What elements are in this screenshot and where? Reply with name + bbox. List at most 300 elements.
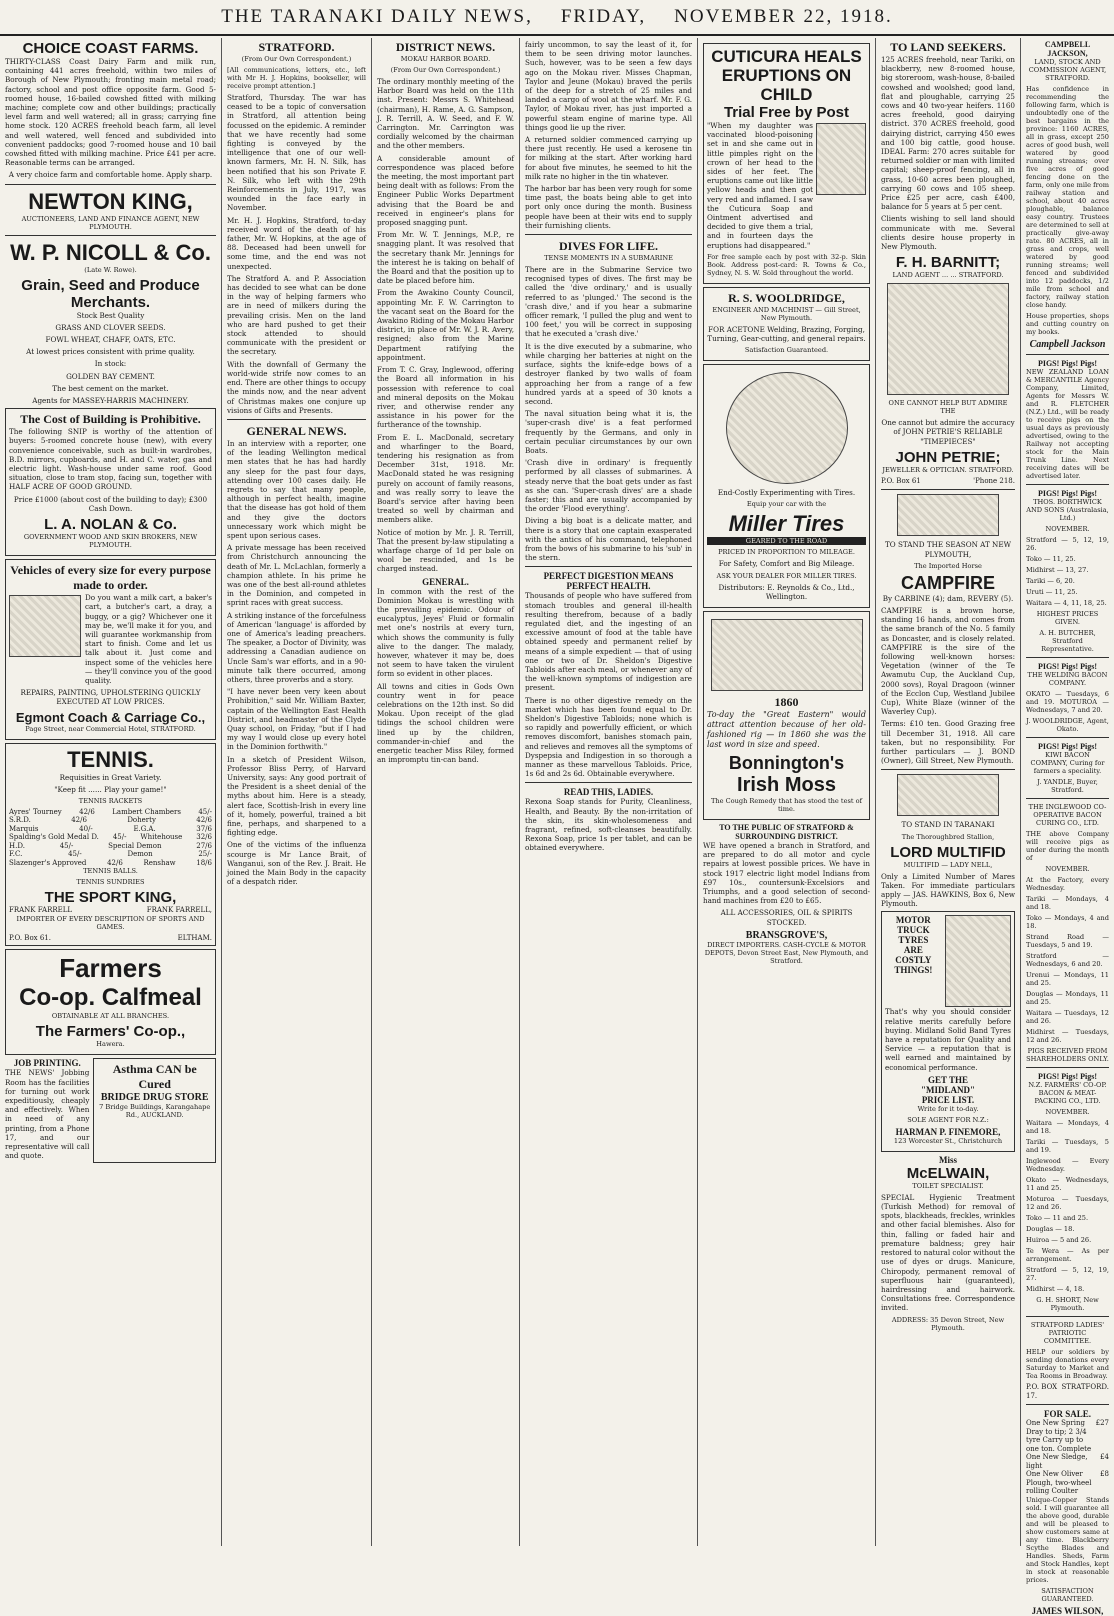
district-para: From Mr. W. T. Jennings, M.P., re snagging plant. It was resolved that the secretary thank Mr. Jennings for the interest he is taking on behalf of the Board and that the position up to date be placed before him. bbox=[377, 230, 514, 286]
dives-para: There are in the Submarine Service two recognised types of dives. The first may be called the 'dive ordinary,' and is usually referred to as 'plunged.' The second is the 'crash dive,' and if you hear a submarine officer remark, 'I pulled the plug and went to 100 feet,' you will be correct in supposing that he executed a 'crash dive.' bbox=[525, 265, 692, 339]
newton-king-sub: AUCTIONEERS, LAND AND FINANCE AGENT, NEW PLYMOUTH. bbox=[21, 214, 200, 231]
child-illustration bbox=[816, 123, 866, 195]
sport-box: P.O. Box 61. bbox=[9, 933, 51, 942]
read-this-title: READ THIS, LADIES. bbox=[563, 787, 654, 798]
column-2 bbox=[222, 38, 372, 1546]
pigs-heading: PIGS! Pigs! Pigs! bbox=[1037, 662, 1098, 671]
newton-king-name: NEWTON KING, bbox=[28, 188, 193, 214]
nicoll-line: FOWL WHEAT, CHAFF, OATS, ETC. bbox=[45, 335, 176, 345]
divider bbox=[1026, 1404, 1109, 1405]
nicoll-line: Stock Best Quality bbox=[76, 310, 145, 320]
inglewood-date: Douglas — Mondays, 11 and 25. bbox=[1026, 990, 1109, 1006]
column-3 bbox=[372, 38, 520, 1546]
digestion-para: Thousands of people who have suffered from stomach troubles and general ill-health resulting therefrom, because of a badly regulated diet, and the ingesting of an excessive amount of food at the table have obtained speedy and permanent relief by means of a simple expedient — that of using one or two of Dr. Sheldon's Digestive Tabloids after each meal, or whenever any of the well-known symptoms of indigestion are present. bbox=[525, 591, 692, 693]
are-word: ARE bbox=[903, 945, 923, 956]
cuticura-body: "When my daughter was vaccinated blood-poisoning set in and she came out in little pimples right on the crown of her head to the sides of her feet. The eruptions came out like little yellow heads and then got very red and inflamed. I saw the Cuticura Soap and Ointment advertised and decided to give them a trial, and in fourteen days the eruptions had disappeared." bbox=[707, 121, 813, 250]
divider bbox=[1026, 1316, 1109, 1317]
vehicles-title: Vehicles of every size for every purpose made to order. bbox=[10, 563, 211, 593]
pigs-heading: PIGS! Pigs! Pigs! bbox=[1037, 359, 1098, 368]
district-para: A considerable amount of correspondence was placed before the meeting, the most important part being dealt with as follows: From the Engineer Public Works Department advising that the Board be and received in engineer's plans for proposed snagging punt. bbox=[377, 153, 514, 228]
racket-cell: Marquis bbox=[9, 824, 39, 833]
sale-item bbox=[1026, 1419, 1109, 1453]
egmont-addr: Page Street, near Commercial Hotel, STRATFORD. bbox=[25, 724, 196, 733]
finemore-addr: 123 Worcester St., Christchurch bbox=[893, 1136, 1003, 1145]
finemore-name: HARMAN P. FINEMORE, bbox=[895, 1126, 1001, 1137]
cuticura-ad bbox=[703, 43, 870, 284]
nz-farmers-date: Moturoa — Tuesdays, 12 and 26. bbox=[1026, 1195, 1109, 1211]
racket-row bbox=[9, 808, 212, 817]
nz-farmers-dates bbox=[1026, 1119, 1109, 1293]
asthma-addr: 7 Bridge Buildings, Karangahape Rd., AUCKLAND. bbox=[99, 1103, 211, 1120]
tennis-sub: Requisities in Great Variety. bbox=[59, 772, 162, 782]
nz-farmers-date: Toko — 11 and 25. bbox=[1026, 1214, 1089, 1222]
mcelwain-miss: Miss bbox=[939, 1154, 957, 1165]
racket-cell: 45/- bbox=[198, 807, 212, 816]
stratford-title: STRATFORD. bbox=[258, 40, 335, 54]
clock-caption: ONE CANNOT HELP BUT ADMIRE THE bbox=[888, 399, 1008, 416]
issue-date: NOVEMBER 22, 1918. bbox=[674, 6, 893, 27]
ladies-body: HELP our soldiers by sending donations every Saturday to Market and Tea Rooms in Broadway. bbox=[1026, 1348, 1109, 1380]
racket-cell: Doherty bbox=[127, 816, 156, 825]
barnitt-sub: LAND AGENT ... ... STRATFORD. bbox=[892, 271, 1004, 280]
racket-cell: Slazenger's Approved bbox=[9, 858, 87, 867]
campfire-by: By CARBINE (4); dam, REVERY (5). bbox=[882, 593, 1014, 603]
petrie-sub: JEWELLER & OPTICIAN. STRATFORD. bbox=[882, 465, 1014, 474]
motor-word: MOTOR bbox=[895, 915, 931, 926]
district-para: From E. L. MacDonald, secretary and wharfinger to the Board, tendering his resignation as from December 31st, 1918. Mr. MacDonald stated he was resigning purely on account of family reasons, and was really sorry to leave the Board's service after having been treated so well by chairman and members alike. bbox=[377, 432, 514, 525]
miller-tires-ad bbox=[703, 364, 870, 608]
ladies-contact-row bbox=[1026, 1383, 1109, 1400]
asthma-store: BRIDGE DRUG STORE bbox=[100, 1092, 209, 1104]
inglewood-month: NOVEMBER. bbox=[1045, 865, 1090, 873]
column-4 bbox=[520, 38, 698, 1546]
nz-farmers-month: NOVEMBER. bbox=[1045, 1108, 1090, 1116]
borthwick-month: NOVEMBER. bbox=[1045, 525, 1090, 533]
racket-cell: 45/- bbox=[59, 841, 74, 850]
things-word: THINGS! bbox=[894, 965, 933, 976]
clock-illustration bbox=[887, 283, 1009, 395]
sale-item-price: £8 bbox=[1100, 1470, 1109, 1478]
racket-cell: 40/- bbox=[79, 824, 93, 833]
cuticura-trial: Trial Free by Post bbox=[723, 104, 850, 121]
racket-cell: 42/6 bbox=[107, 858, 123, 867]
truck-word: TRUCK bbox=[897, 925, 930, 936]
tyres-priced: PRICED IN PROPORTION TO MILEAGE. bbox=[718, 548, 855, 557]
for-sale-title: FOR SALE. bbox=[1043, 1409, 1091, 1419]
racket-cell: Spalding's Gold Medal D. bbox=[9, 833, 99, 842]
inglewood-date: At the Factory, every Wednesday. bbox=[1026, 876, 1109, 892]
inglewood-date: Toko — Mondays, 4 and 18. bbox=[1026, 914, 1109, 930]
pigs-shareholders: PIGS RECEIVED FROM SHAREHOLDERS ONLY. bbox=[1026, 1047, 1109, 1063]
racket-cell: Renshaw bbox=[143, 858, 176, 867]
divider bbox=[1026, 657, 1109, 658]
midland-agent: SOLE AGENT FOR N.Z.: bbox=[907, 1115, 989, 1124]
divider bbox=[5, 184, 216, 185]
tyres-word: TYRES bbox=[898, 935, 929, 946]
inglewood-date: Tariki — Mondays, 4 and 18. bbox=[1026, 895, 1109, 911]
bonningtons-name: Bonnington's bbox=[728, 753, 845, 774]
pigs-heading: PIGS! Pigs! Pigs! bbox=[1037, 489, 1098, 498]
dives-title: DIVES FOR LIFE. bbox=[558, 239, 659, 254]
great-eastern-ad bbox=[703, 611, 870, 820]
tyres-safety: For Safety, Comfort and Big Mileage. bbox=[718, 559, 855, 569]
column-6 bbox=[876, 38, 1021, 1546]
masthead bbox=[0, 0, 1114, 36]
racket-row bbox=[9, 850, 212, 859]
nz-farmers-date: Huiroa — 5 and 26. bbox=[1026, 1236, 1092, 1244]
nolan-sub: GOVERNMENT WOOD AND SKIN BROKERS, NEW PLYMOUTH. bbox=[23, 533, 198, 550]
nz-farmers-date: Te Wera — As per arrangement. bbox=[1026, 1247, 1109, 1263]
nz-farmers-date: Tariki — Tuesdays, 5 and 19. bbox=[1026, 1138, 1109, 1154]
column-1 bbox=[0, 38, 222, 1546]
general-news-para: A striking instance of the forcefulness of American 'language' is afforded by one of America's leading preachers. The speaker, a Doctor of Divinity, was addressing a Canadian audience on Uncle Sam's war efforts, and in a 90-minute talk there occurred, among others, three proverbs and a story. bbox=[227, 610, 366, 684]
land-seekers-body: 125 ACRES freehold, near Tariki, on blackberry, new 8-roomed house, big storeroom, wash-house, 8-bailed cowshed and woolshed; good land, flat and ploughable, carrying 25 cows and 40 two-year heifers. 1160 acres freehold, good dairying district. 370 ACRES freehold, good dairying district, carrying 450 ewes and 100 big cattle, good house. IDEAL Farm: 270 acres suitable for returned soldier or man with limited capital; sheep-proof fencing, all in grass, 10-60 acres been ploughed, carrying 60 cows and 105 sheep. Price £25 per acre, cash £400, balance for 5 years at 5 per cent. bbox=[881, 55, 1015, 212]
sale-item-desc: One New Sledge, light bbox=[1026, 1453, 1088, 1470]
short-name: G. H. SHORT, New Plymouth. bbox=[1036, 1296, 1099, 1312]
racket-cell: 42/6 bbox=[79, 807, 95, 816]
racket-cell: 45/- bbox=[112, 833, 127, 842]
racket-row bbox=[9, 833, 212, 842]
vehicles-body: Do you want a milk cart, a baker's cart, a butcher's cart, a dray, a buggy, or a gig? Whichever one it may be, we'll make it for you, and will guarantee workmanship from start to finish. Come and let us talk about it. Just come and inspect some of the vehicles here — they'll convince you of the good quality. bbox=[85, 593, 212, 685]
job-printing-title: JOB PRINTING. bbox=[13, 1058, 81, 1069]
yandle-buyer: J. YANDLE, Buyer, Stratford. bbox=[1037, 778, 1098, 794]
welding-bacon: THE WELDING BACON COMPANY. bbox=[1027, 671, 1108, 687]
stratford-sub: (From Our Own Correspondent.) bbox=[241, 55, 352, 63]
wooldridge-sub: ENGINEER AND MACHINIST — Gill Street, New Plymouth. bbox=[712, 305, 861, 322]
tennis-rackets-table bbox=[9, 808, 212, 868]
sale-item-price: £27 bbox=[1095, 1419, 1109, 1427]
toilet-body: SPECIAL Hygienic Treatment (Turkish Method) for removal of spots, blackheads, freckles, wrinkles and other facial blemishes. Also for thin, falling or faded hair and premature baldness; grey hair restored to natural color without the use of dyes or drugs. Manicure, Chiropody, permanent removal of superfluous hair (guaranteed), hairdressing and hairwork. Consultations free. Correspondence invited. bbox=[881, 1192, 1016, 1313]
land-seekers-foot: Clients wishing to sell land should communicate with me. Several clients desire house property in New Plymouth. bbox=[881, 214, 1015, 252]
cuticura-title: CUTICURA HEALS ERUPTIONS ON CHILD bbox=[711, 47, 862, 104]
egmont-name: Egmont Coach & Carriage Co., bbox=[15, 709, 206, 725]
stratford-para: The Stratford A. and P. Association has decided to see what can be done in the way of helping farmers who are in need of milkers during the prevailing crisis. Men on the land who are hard pushed to get their stock attended to should communicate with the president or the secretary. bbox=[227, 273, 366, 357]
wooldridge-agent: J. WOOLDRIDGE, Agent, Okato. bbox=[1026, 717, 1109, 733]
pigs-heading: PIGS! Pigs! Pigs! bbox=[1037, 742, 1098, 751]
midland-tyres-ad bbox=[881, 911, 1015, 1151]
farmers-town: Hawera. bbox=[96, 1040, 125, 1049]
tennis-sundries: TENNIS SUNDRIES bbox=[76, 878, 145, 887]
sport-line: IMPORTER OF EVERY DESCRIPTION OF SPORTS AND GAMES. bbox=[16, 914, 205, 931]
imported-horse: The Imported Horse bbox=[914, 561, 982, 570]
racket-row bbox=[9, 825, 212, 834]
vehicles-ad bbox=[5, 559, 216, 739]
borthwick-date: Tariki — 6, 20. bbox=[1026, 577, 1075, 585]
mcelwain-name: McELWAIN, bbox=[906, 1164, 990, 1182]
issue-day: FRIDAY, bbox=[560, 6, 647, 27]
coast-farms-footer: A very choice farm and comfortable home. Apply sharp. bbox=[8, 170, 213, 180]
tennis-rackets-head: TENNIS RACKETS bbox=[78, 796, 143, 805]
racket-row bbox=[9, 816, 212, 825]
divider bbox=[227, 419, 366, 420]
nicoll-line: GOLDEN BAY CEMENT. bbox=[66, 371, 155, 381]
inglewood-date: Midhirst — Tuesdays, 12 and 26. bbox=[1026, 1028, 1109, 1044]
highest-prices: HIGHEST PRICES GIVEN. bbox=[1036, 610, 1099, 626]
divider bbox=[1026, 798, 1109, 799]
cost-of-building-ad bbox=[5, 408, 216, 556]
racket-cell: Ayres' Tourney bbox=[9, 807, 62, 816]
general-news-para: In a sketch of President Wilson, Professor Bliss Perry, of Harvard University, says: Any good portrait of the President is a sheet denial of the myths about him. Here is a steady, alert face, Scottish-Irish in every line of it, homely, powerful, trained a bit fine, perhaps, and sharpened to a fighting edge. bbox=[227, 754, 366, 838]
dives-para: The naval situation being what it is, the 'super-crash dive' is a feat performed frequently by the Germans, and only in certain peculiar circumstances by our own Boats. bbox=[525, 409, 692, 455]
nicoll-line: In stock: bbox=[94, 359, 127, 369]
borthwick-date: Midhirst — 13, 27. bbox=[1026, 566, 1089, 574]
tyres-dist: Distributors: E. Reynolds & Co., Ltd., Wellington. bbox=[718, 582, 855, 601]
coast-farms-body: THIRTY-CLASS Coast Dairy Farm and milk run, containing 441 acres freehold, within two miles of Borough of New Plymouth; fronting main metal road; factory, school and post office opposite farm. Good 5-roomed house, 16-bailed cowshed fitted with milking machine; complete cow and other buildings; practically level farm and well watered; all in grass; carrying fine home stock. 120 ACRES freehold beach farm, all level and well watered, well fenced and subdivided into convenient paddocks; good 7-roomed house and 10 bail cowshed fitted with milking machine. Price £41 per acre. Reasonable terms can be arranged. bbox=[5, 57, 216, 168]
midland-name: "MIDLAND" bbox=[921, 1084, 975, 1095]
wooldridge-for: FOR ACETONE Welding, Brazing, Forging, Turning, Gear-cutting, and general repairs. bbox=[707, 324, 866, 344]
rexona-para: Rexona Soap stands for Purity, Cleanliness, Health, and Beauty. By the non-irritation of the skin, its skin-wholesomeness and fragrant, refined, soft-cleanses beautifully. Rexona Soap, price 1s per tablet, and can be obtained everywhere. bbox=[525, 797, 692, 853]
toilet-addr: ADDRESS: 35 Devon Street, New Plymouth. bbox=[891, 1315, 1005, 1332]
wooldridge-ad bbox=[703, 287, 870, 361]
dives-sub: TENSE MOMENTS IN A SUBMARINE bbox=[544, 254, 673, 263]
campbell-jackson-body: Has confidence in recommending the following farm, which is undoubtedly one of the best bargains in the province: 1160 ACRES, all in grass, except 250 acres of good bush, well watered by good running streams; over five acres of good fencing done on the farm, only one mile from railway station and school, about 40 acres ploughable, balance easy country. Trustees are determined to sell at practically give-away rate. 80 ACRES, all in grass and crops, well watered by good running streams; well fenced and subdivided into 12 paddocks, 1/2 mile from school and factory, railway station close handy. bbox=[1026, 85, 1109, 309]
nicoll-name: W. P. NICOLL & Co. bbox=[10, 239, 211, 265]
tyre-illustration bbox=[726, 372, 848, 484]
ladies-town: STRATFORD. bbox=[1061, 1383, 1109, 1391]
divider bbox=[5, 235, 216, 236]
stratford-para: Stratford, Thursday. The war has ceased to be a topic of conversation in Stratford, all attention being focussed on the epidemic. A reminder that we have recently had some fighting is conveyed by the intelligence that one of our well-known farmers, Mr. H. N. Silk, has been notified that his son Private F. N. Silk, who left with the 29th Reinforcements in July, 1917, was wounded in the face early in November. bbox=[227, 93, 366, 213]
miller-tires-brand: Miller Tires bbox=[728, 511, 845, 537]
coast-farms-title: CHOICE COAST FARMS. bbox=[22, 40, 199, 57]
inglewood-date: Stratford — Wednesdays, 6 and 20. bbox=[1026, 952, 1109, 968]
midland-get: GET THE bbox=[928, 1074, 968, 1085]
borthwick-dates bbox=[1026, 536, 1109, 607]
wooldridge-name: R. S. WOOLDRIDGE, bbox=[728, 290, 845, 305]
divider bbox=[881, 489, 1015, 490]
horse-illustration bbox=[897, 494, 999, 536]
racket-cell: Demon bbox=[127, 850, 153, 859]
inglewood-date: Waitara — Tuesdays, 12 and 26. bbox=[1026, 1009, 1109, 1025]
racket-cell: 37/6 bbox=[196, 824, 212, 833]
nz-farmers-date: Midhirst — 4, 18. bbox=[1026, 1285, 1085, 1293]
cart-illustration bbox=[9, 595, 81, 657]
racket-row bbox=[9, 842, 212, 851]
racket-cell: 42/6 bbox=[196, 816, 212, 825]
lord-multifid-name: LORD MULTIFID bbox=[890, 843, 1006, 861]
bonningtons-sub: The Cough Remedy that has stood the test of time. bbox=[710, 797, 863, 814]
general-subhead: GENERAL. bbox=[422, 576, 469, 587]
sale-item bbox=[1026, 1453, 1109, 1470]
column-7 bbox=[1021, 38, 1114, 1616]
nz-farmers-name: N.Z. FARMERS' CO-OP. BACON & MEAT-PACKING CO., LTD. bbox=[1028, 1081, 1107, 1105]
racket-cell: 18/6 bbox=[196, 858, 212, 867]
bransgrove-name: BRANSGROVE'S, bbox=[745, 929, 828, 941]
general-news-para: In an interview with a reporter, one of the leading Wellington medical men states that he has had hardly any sleep for the past four days, attending over 100 cases daily. He regrets to say that many people, although in perfect health, imagine that the disease has got hold of them and they give the doctors unnecessary work which might be spent upon serious cases. bbox=[227, 438, 366, 540]
racket-cell: E.G.A. bbox=[133, 824, 156, 833]
nz-loan-body: NEW ZEALAND LOAN & MERCANTILE Agency Company, Limited, Agents for Messrs W. and R. FLETCHER (N.Z.) Ltd., will be ready to receive pigs on the usual days as previously advertised, owing to the Railway not accepting stock for the Main Trunk Line. Next receiving dates will be advertised later. bbox=[1026, 368, 1109, 480]
stand-season-title: TO STAND THE SEASON AT NEW PLYMOUTH, bbox=[885, 540, 1011, 559]
wilson-name: JAMES WILSON, bbox=[1031, 1605, 1104, 1616]
for-sale-satisfaction: SATISFACTION GUARANTEED. bbox=[1041, 1586, 1094, 1603]
campbell-jackson-sub: LAND, STOCK AND COMMISSION AGENT, STRATFORD. bbox=[1028, 58, 1107, 82]
perfect-digestion-title: PERFECT DIGESTION MEANS PERFECT HEALTH. bbox=[543, 571, 674, 592]
lord-multifid-breed: MULTIFID — LADY NELL, bbox=[903, 860, 993, 869]
racket-row bbox=[9, 859, 212, 868]
farmers-coop: The Farmers' Co-op., bbox=[35, 1023, 186, 1041]
toilet-specialist: TOILET SPECIALIST. bbox=[912, 1181, 984, 1190]
sport-king-name: THE SPORT KING, bbox=[44, 889, 177, 907]
mokau-para: A returned soldier commenced carrying up there just recently. He used a kerosene tin for milking at the start. After working hard for about five minutes, he seemed to hit the milk rate no higher in the tin whatever. bbox=[525, 135, 692, 181]
midland-write: Write for it to-day. bbox=[917, 1104, 979, 1113]
tyres-equip: Equip your car with the bbox=[746, 500, 827, 509]
district-sub: (From Our Own Correspondent.) bbox=[390, 66, 501, 74]
campbell-jackson-title: CAMPBELL JACKSON, bbox=[1044, 40, 1091, 58]
okato-dates: OKATO — Tuesdays, 6 and 19. MOTUROA — Wednesdays, 7 and 20. bbox=[1026, 690, 1109, 714]
district-para: From T. C. Gray, Inglewood, offering the Board all information in his possession with reference to coal and mineral deposits on the Mokau river, and otherwise render any assistance in his power for the furtherance of the township. bbox=[377, 365, 514, 430]
butcher-name: A. H. BUTCHER, Stratford Representative. bbox=[1039, 629, 1096, 653]
for-sale-body: Unique-Copper Stands sold. I will guarantee all the above good, durable and will be pleased to show customers same at any time. Blackberry Scythe Blades and Handles. Sheds, Farm and Stock Handles, kept in stock at reasonable prices. bbox=[1026, 1495, 1109, 1584]
land-seekers-title: TO LAND SEEKERS. bbox=[890, 40, 1006, 54]
borthwick-date: Waitara — 4, 11, 18, 25. bbox=[1026, 599, 1107, 607]
sport-owner-2: FRANK FARRELL, bbox=[146, 906, 212, 915]
public-title: TO THE PUBLIC OF STRATFORD & SURROUNDING DISTRICT. bbox=[719, 823, 854, 842]
tennis-ad bbox=[5, 743, 216, 947]
mokau-para: fairly uncommon, to say the least of it, for them to be seen driving motor launches. Such, however, was to be seen a few days ago on the Mokau river. Misses Chapman, Taylor and Jeune (Mokau) braved the perils of the deep for a stretch of 25 miles and landed a cargo of wool at the wharf. Mr. F. G. Taylor, of Mokau river, has just imported a powerful steam engine of marine type. All things good lie up the river. bbox=[525, 40, 692, 132]
divider bbox=[1026, 354, 1109, 355]
wooldridge-sat: Satisfaction Guaranteed. bbox=[744, 346, 829, 355]
district-para: Notice of motion by Mr. J. R. Terrill, That the present by-law stipulating a wharfage charge of 1d per bale on wool be rescinded, and 1s be charged instead. bbox=[377, 527, 514, 574]
divider bbox=[525, 566, 692, 567]
district-para: The ordinary monthly meeting of the Harbor Board was held on the 11th inst. Present: Messrs S. Whitehead (chairman), H. Rame, A. G. Sampson, J. R. Terrill, A. W. Seed, and F. W. Carrington. Mr. Carrington was cordially welcomed by the chairman and the other members. bbox=[377, 77, 514, 151]
farmers-calfmeal-ad bbox=[5, 949, 216, 1055]
divider bbox=[1026, 1067, 1109, 1068]
mokau-harbor-sub: MOKAU HARBOR BOARD. bbox=[400, 55, 491, 63]
dives-para: Diving a big boat is a delicate matter, and there is a story that one captain exasperated with the antics of his command, telephoned from the bows of his submarine to his 'sub' in the stern. bbox=[525, 516, 692, 563]
divider bbox=[525, 234, 692, 235]
campfire-terms: Terms: £10 ten. Good Grazing free till December 31, 1918. All care taken, but no responsibility. For further particulars — J. BOND (Owner), Gill Street, New Plymouth. bbox=[881, 719, 1015, 766]
sale-item-price: £4 bbox=[1100, 1453, 1109, 1461]
campfire-body: CAMPFIRE is a brown horse, standing 16 hands, and comes from the same branch of the No. 5 family as Doncaster, and is closely related. CAMPFIRE is the sire of the following well-known horses: Vegetation (winner of the Te Awamutu Cup, the Auckland Cup, 2000 sovs), Royal Dragoon (winner of the Ecclon Cup, Westland Jubilee Cup), White Blaze (winner of the Waverley Cup). bbox=[881, 605, 1015, 717]
barnitt-name: F. H. BARNITT; bbox=[895, 254, 1001, 272]
petrie-line: One cannot but admire the accuracy of JOHN PETRIE'S RELIABLE "TIMEPIECES" bbox=[881, 418, 1015, 446]
tyres-geared: GEARED TO THE ROAD bbox=[707, 537, 866, 545]
divider bbox=[1026, 484, 1109, 485]
general-news-title: GENERAL NEWS. bbox=[246, 423, 347, 438]
midland-body: That's why you should consider relative merits carefully before buying. Midland Solid Band Tyres have a reputation for Quality and Service — a reputation that is well earned and maintained by economical performance. bbox=[885, 1007, 1011, 1072]
bransgrove-sub: DIRECT IMPORTERS. CASH-CYCLE & MOTOR DEPOTS, Devon Street East, New Plymouth, and Stratford. bbox=[704, 940, 869, 965]
borthwick-name: THOS. BORTHWICK AND SONS (Australasia, Ltd.) bbox=[1026, 498, 1109, 522]
sale-item bbox=[1026, 1470, 1109, 1496]
mokau-para: The harbor bar has been very rough for some time past, the boats being able to get into port only once during the month. Business people have been at their wits end to supply their furnishing clients. bbox=[525, 184, 692, 230]
cost-body: The following SNIP is worthy of the attention of buyers: 5-roomed concrete house (new), with every convenience conceivable, such as built-in wardrobes, B.D. mirrors, cupboards, and H. and C. water, gas and electric light. Wash-house under same roof. Good situation, close to tram stop, facing sun, together with HALF ACRE OF GOOD GROUND. bbox=[9, 427, 212, 492]
cost-price: Price £1000 (about cost of the building to day); £300 Cash Down. bbox=[13, 494, 208, 513]
racket-cell: S.R.D. bbox=[9, 816, 31, 825]
vehicles-repairs: REPAIRS, PAINTING, UPHOLSTERING QUICKLY EXECUTED AT LOW PRICES. bbox=[20, 688, 201, 707]
petrie-name: JOHN PETRIE; bbox=[895, 448, 1001, 466]
sport-address-row bbox=[9, 934, 212, 943]
nicoll-trade: Grain, Seed and Produce Merchants. bbox=[21, 276, 200, 311]
pigs-heading: PIGS! Pigs! Pigs! bbox=[1037, 1072, 1098, 1081]
stratford-para: Mr. H. J. Hopkins, Stratford, to-day received word of the death of his father, Mr. W. Hopkins, at the age of 88. Deceased had been unwell for some time, and the end was not unexpected. bbox=[227, 215, 366, 271]
asthma-title: Asthma CAN be Cured bbox=[112, 1062, 197, 1092]
district-para: In common with the rest of the Dominion Mokau is wrestling with the prevailing epidemic. Odour of eucalyptus, Jeyes' Fluid or formalin met one's nostrils at every turn, which shows the community is fully alive to the danger. The malady, however, whatever it may be, does not seem to have taken the virulent form so evident in other places. bbox=[377, 586, 514, 679]
newspaper-page bbox=[0, 38, 1114, 1616]
public-body: WE have opened a branch in Stratford, and are prepared to do all motor and cycle repairs at lowest possible prices. We have in stock 1917 electric light model Indians from £97 10s., countersunk-Excelsiors and Triumphs, and a good selection of second-hand machines from £20 to £65. bbox=[703, 841, 870, 906]
inglewood-date: Urenui — Mondays, 11 and 25. bbox=[1026, 971, 1109, 987]
calfmeal-obtainable: OBTAINABLE AT ALL BRANCHES. bbox=[51, 1012, 170, 1021]
for-sale-items bbox=[1026, 1419, 1109, 1496]
public-accessories: ALL ACCESSORIES, OIL & SPIRITS STOCKED. bbox=[720, 908, 853, 927]
divider bbox=[525, 782, 692, 783]
nz-farmers-date: Stratford — 5, 12, 19, 27. bbox=[1026, 1266, 1109, 1282]
district-para: From the Awakino County Council, appointing Mr. F. W. Carrington to the vacant seat on the Board for the Awakino Riding of the Mokau Harbor district, in place of Mr. W. J. R. Avery, resigned; also from the Marine Department ratifying the appointment. bbox=[377, 288, 514, 362]
campbell-jackson-foot: House properties, shops and cutting country on my books. bbox=[1026, 312, 1109, 336]
tyres-head: End-Costly Experimenting with Tires. bbox=[717, 488, 856, 498]
racket-cell: 42/6 bbox=[71, 816, 87, 825]
nz-farmers-date: Okato — Wednesdays, 11 and 25. bbox=[1026, 1176, 1109, 1192]
petrie-contact-row bbox=[881, 477, 1015, 486]
column-5 bbox=[698, 38, 876, 1546]
dives-para: It is the dive executed by a submarine, who while charging her batteries at night on the surface, sights the knife-edge bows of a destroyer flanked by two walls of foam approaching her from a range of a few hundred yards at a speed of 30 knots a second. bbox=[525, 341, 692, 406]
midland-price-list: PRICE LIST. bbox=[921, 1094, 975, 1105]
nicoll-line: The best cement on the market. bbox=[52, 383, 169, 393]
inglewood-dates bbox=[1026, 876, 1109, 1044]
nz-farmers-date: Douglas — 18. bbox=[1026, 1225, 1075, 1233]
stratford-note: [All communications, letters, etc., left with Mr H. J. Hopkins, bookseller, will receive prompt attention.] bbox=[227, 66, 366, 90]
irish-moss-name: Irish Moss bbox=[737, 774, 836, 797]
sale-item-desc: One New Spring Dray to tip; 2 3/4 tyre Carry up to one ton. Complete bbox=[1026, 1419, 1092, 1453]
stratford-para: With the downfall of Germany the world-wide strife now comes to an end. There are other things to occupy the minds now, and the near advent of Christmas makes one conjure up visions of Gifts and Presents. bbox=[227, 359, 366, 415]
paper-title: THE TARANAKI DAILY NEWS, bbox=[221, 6, 533, 27]
petrie-box: P.O. Box 61 bbox=[881, 476, 921, 485]
sale-item-desc: One New Oliver Plough, two-wheel rolling Coulter bbox=[1026, 1470, 1092, 1495]
borthwick-date: Toko — 11, 25. bbox=[1026, 555, 1076, 563]
racket-cell: 27/6 bbox=[196, 841, 212, 850]
great-eastern-year: 1860 bbox=[774, 695, 799, 710]
ship-illustration bbox=[711, 619, 863, 691]
nicoll-line: At lowest prices consistent with prime quality. bbox=[26, 347, 195, 357]
racket-cell: H.D. bbox=[9, 841, 25, 850]
campfire-name: CAMPFIRE bbox=[901, 572, 995, 593]
nicoll-sub: (Late W. Rowe). bbox=[84, 265, 137, 274]
nz-farmers-date: Waitara — Mondays, 4 and 18. bbox=[1026, 1119, 1109, 1135]
nolan-name: L. A. NOLAN & Co. bbox=[44, 516, 177, 534]
general-news-para: "I have never been very keen about Prohibition," said Mr. William Baxter, captain of the Wellington East Health District, and headmaster of the Clyde Quay school, on Friday, "but if I had my way I would close up every hotel in the Dominion forthwith." bbox=[227, 687, 366, 752]
divider bbox=[1026, 737, 1109, 738]
lord-multifid-sub: The Thoroughbred Stallion, bbox=[901, 832, 995, 841]
racket-cell: 25/- bbox=[198, 850, 212, 859]
racket-cell: 45/- bbox=[68, 850, 82, 859]
lord-multifid-body: Only a Limited Number of Mares Taken. For immediate particulars apply — JAS. HAWKINS, Box 6, New Plymouth. bbox=[881, 871, 1015, 909]
calfmeal-title: Co-op. Calfmeal bbox=[19, 984, 202, 1012]
job-printing-body: THE NEWS' Jobbing Room has the facilities for turning out work expeditiously, cheaply and effectively. When in need of any printing, from a Phone 17, and our representative will call and quote. bbox=[5, 1068, 90, 1161]
inglewood-date: Strand Road — Tuesdays, 5 and 19. bbox=[1026, 933, 1109, 949]
ladies-committee: STRATFORD LADIES' PATRIOTIC COMMITTEE. bbox=[1030, 1321, 1105, 1345]
racket-cell: Lambert Chambers bbox=[112, 807, 181, 816]
district-news-title: DISTRICT NEWS. bbox=[395, 40, 496, 54]
nz-farmers-date: Inglewood — Every Wednesday. bbox=[1026, 1157, 1109, 1173]
petrie-phone: 'Phone 218. bbox=[973, 476, 1015, 485]
cost-title: The Cost of Building is Prohibitive. bbox=[20, 412, 201, 427]
cuticura-addr: For free sample each by post with 32-p. Skin Book. Address post-card: R. Towns & Co., Sydney, N. S. W. Sold throughout the world. bbox=[707, 252, 866, 277]
borthwick-date: Stratford — 5, 12, 19, 26. bbox=[1026, 536, 1109, 552]
divider bbox=[881, 769, 1015, 770]
general-news-para: One of the victims of the influenza scourge is Mr Lance Brait, of Wanganui, son of the Rev. J. Brait. He joined the Main Body in the capacity of a despatch rider. bbox=[227, 840, 366, 887]
nicoll-line: GRASS AND CLOVER SEEDS. bbox=[55, 322, 166, 332]
digestion-para: There is no other digestive remedy on the market which has been found equal to Dr. Sheldon's Digestive Tabloids; none which is so rapidly and powerfully efficient, or which removes discomfort, banishes stomach pain, and relieves and removes all the symptoms of Dyspepsia and Indigestion in so thorough a manner as these marvellous Tabloids. Price, 1s 6d and 2s 6d. Obtainable everywhere. bbox=[525, 695, 692, 779]
inglewood-name: THE INGLEWOOD CO-OPERATIVE BACON CURING CO., LTD. bbox=[1028, 803, 1107, 827]
campbell-jackson-logo: Campbell Jackson bbox=[1029, 339, 1106, 350]
tennis-title: TENNIS. bbox=[67, 746, 154, 772]
tyres-ask: ASK YOUR DEALER FOR MILLER TIRES. bbox=[716, 571, 857, 580]
district-para: All towns and cities in Gods Own country went in for peace celebrations on the 12th inst. So did Mokau. Upon receipt of the glad tidings the school children were lined up by the children, commander-in-chief and the energetic teacher Miss Riley, formed an impromptu tin-can band. bbox=[377, 681, 514, 765]
sport-owner: FRANK FARRELL bbox=[9, 906, 73, 915]
tennis-balls: TENNIS BALLS. bbox=[83, 867, 138, 876]
sport-town: ELTHAM. bbox=[177, 933, 212, 942]
farmers-title: Farmers bbox=[59, 953, 162, 984]
racket-cell: 32/6 bbox=[196, 833, 212, 842]
great-eastern-body: To-day the "Great Eastern" would attract attention because of her old-fashioned rig — in 1860 she was the last word in size and speed. bbox=[707, 710, 866, 750]
